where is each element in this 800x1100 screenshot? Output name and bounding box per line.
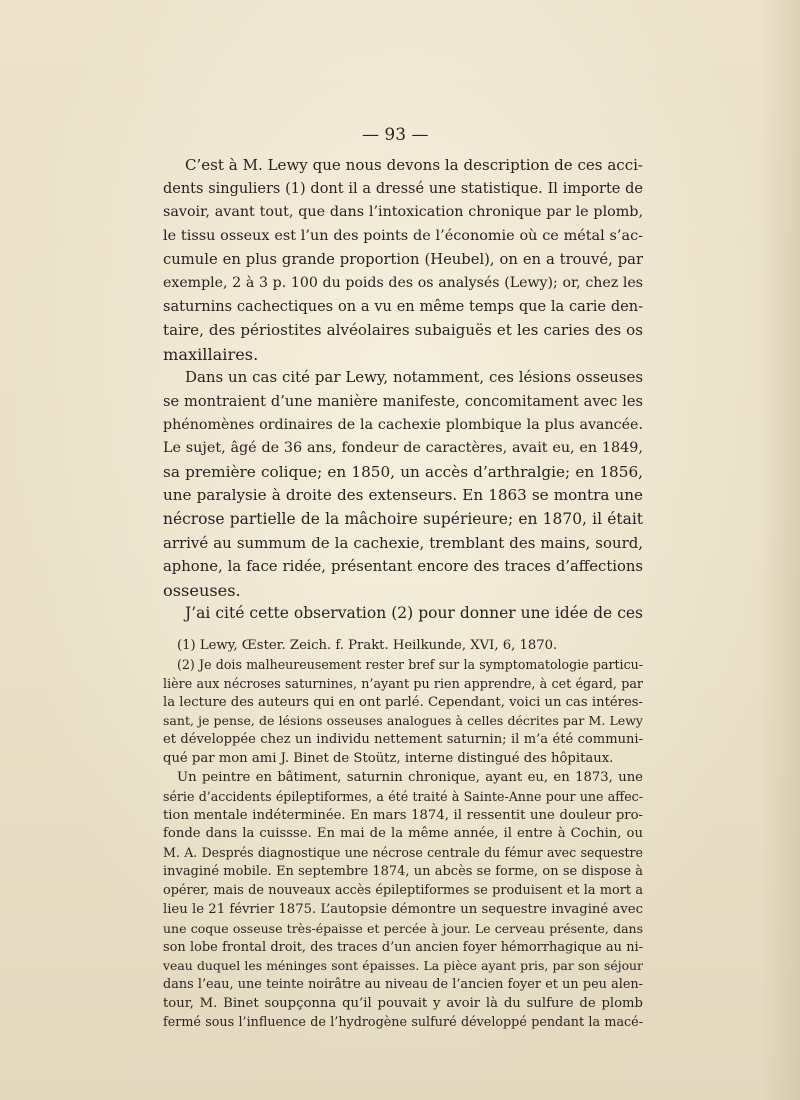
- page-number: — 93 —: [362, 125, 429, 145]
- body-line: une paralysie à droite des extenseurs. En 1863 se montra une: [163, 486, 643, 505]
- body-line: phénomènes ordinaires de la cachexie plombique la plus avancée.: [163, 416, 643, 433]
- footnote-line: (2) Je dois malheureusement rester bref sur la symptomatologie particu-: [177, 656, 643, 672]
- body-line: saturnins cachectiques on a vu en même temps que la carie den-: [163, 298, 643, 315]
- footnote-line: Un peintre en bâtiment, saturnin chronique, ayant eu, en 1873, une: [177, 769, 643, 785]
- footnotes: [163, 637, 643, 1033]
- footnote-line: fonde dans la cuissse. En mai de la même année, il entre à Cochin, ou: [163, 826, 643, 842]
- footnote-line: invaginé mobile. En septembre 1874, un abcès se forme, on se dispose à: [163, 864, 643, 880]
- footnote-line: sant, je pense, de lésions osseuses analogues à celles décrites par M. Lewy: [163, 713, 643, 729]
- footnote-line: son lobe frontal droit, des traces d’un ancien foyer hémorrhagique au ni-: [163, 939, 643, 955]
- body-text: [163, 154, 643, 626]
- body-line: taire, des périostites alvéolaires subaiguës et les caries des os: [163, 321, 643, 340]
- footnote-line: tion mentale indéterminée. En mars 1874, il ressentit une douleur pro-: [163, 807, 643, 823]
- body-line: J’ai cité cette observation (2) pour donner une idée de ces: [185, 604, 643, 623]
- footnote-line: dans l’eau, une teinte noirâtre au niveau de l’ancien foyer et un peu alen-: [163, 977, 643, 993]
- body-line: sa première colique; en 1850, un accès d’arthralgie; en 1856,: [163, 462, 643, 481]
- body-line: cumule en plus grande proportion (Heubel), on en a trouvé, par: [163, 251, 643, 269]
- body-line: Le sujet, âgé de 36 ans, fondeur de caractères, avait eu, en 1849,: [163, 440, 643, 457]
- footnote-line: veau duquel les méninges sont épaisses. La pièce ayant pris, par son séjour: [163, 958, 643, 974]
- footnote-line: la lecture des auteurs qui en ont parlé. Cependant, voici un cas intéres-: [163, 694, 644, 710]
- body-line: nécrose partielle de la mâchoire supérieure; en 1870, il était: [163, 509, 643, 528]
- body-line: arrivé au summum de la cachexie, tremblant des mains, sourd,: [163, 533, 643, 552]
- footnote-line: série d’accidents épileptiformes, a été traité à Sainte-Anne pour une affec-: [163, 788, 643, 804]
- body-line: se montraient d’une manière manifeste, concomitament avec les: [163, 392, 643, 410]
- footnote-line: une coque osseuse très-épaisse et percée à jour. Le cerveau présente, dans: [163, 920, 643, 936]
- footnote-line: tour, M. Binet soupçonna qu’il pouvait y avoir là du sulfure de plomb: [163, 996, 643, 1012]
- body-line: C’est à M. Lewy que nous devons la description de ces acci-: [185, 156, 643, 174]
- footnote-line: lieu le 21 février 1875. L’autopsie démontre un sequestre invaginé avec: [163, 901, 643, 917]
- body-line: osseuses.: [163, 580, 241, 600]
- footnote-line: (1) Lewy, Œster. Zeich. f. Prakt. Heilkunde, XVI, 6, 1870.: [177, 638, 558, 653]
- footnote-line: lière aux nécroses saturnines, n’ayant pu rien apprendre, à cet égard, par: [163, 675, 643, 691]
- footnote-line: M. A. Després diagnostique une nécrose centrale du fémur avec sequestre: [163, 845, 643, 861]
- footnote-line: opérer, mais de nouveaux accès épileptiformes se produisent et la mort a: [163, 882, 643, 898]
- body-line: Dans un cas cité par Lewy, notamment, ces lésions osseuses: [185, 368, 643, 387]
- body-line: exemple, 2 à 3 p. 100 du poids des os analysés (Lewy); or, chez les: [163, 274, 643, 291]
- body-line: aphone, la face ridée, présentant encore des traces d’affections: [163, 558, 643, 576]
- body-line: savoir, avant tout, que dans l’intoxication chronique par le plomb,: [163, 204, 643, 221]
- footnote-line: fermé sous l’influence de l’hydrogène sulfuré développé pendant la macé-: [163, 1014, 643, 1030]
- body-line: dents singuliers (1) dont il a dressé une statistique. Il importe de: [163, 180, 643, 197]
- body-line: maxillaires.: [163, 344, 259, 364]
- body-line: le tissu osseux est l’un des points de l’économie où ce métal s’ac-: [163, 227, 643, 244]
- footnote-line: qué par mon ami J. Binet de Stoütz, interne distingué des hôpitaux.: [163, 751, 614, 767]
- footnote-line: et développée chez un individu nettement saturnin; il m’a été communi-: [163, 732, 643, 748]
